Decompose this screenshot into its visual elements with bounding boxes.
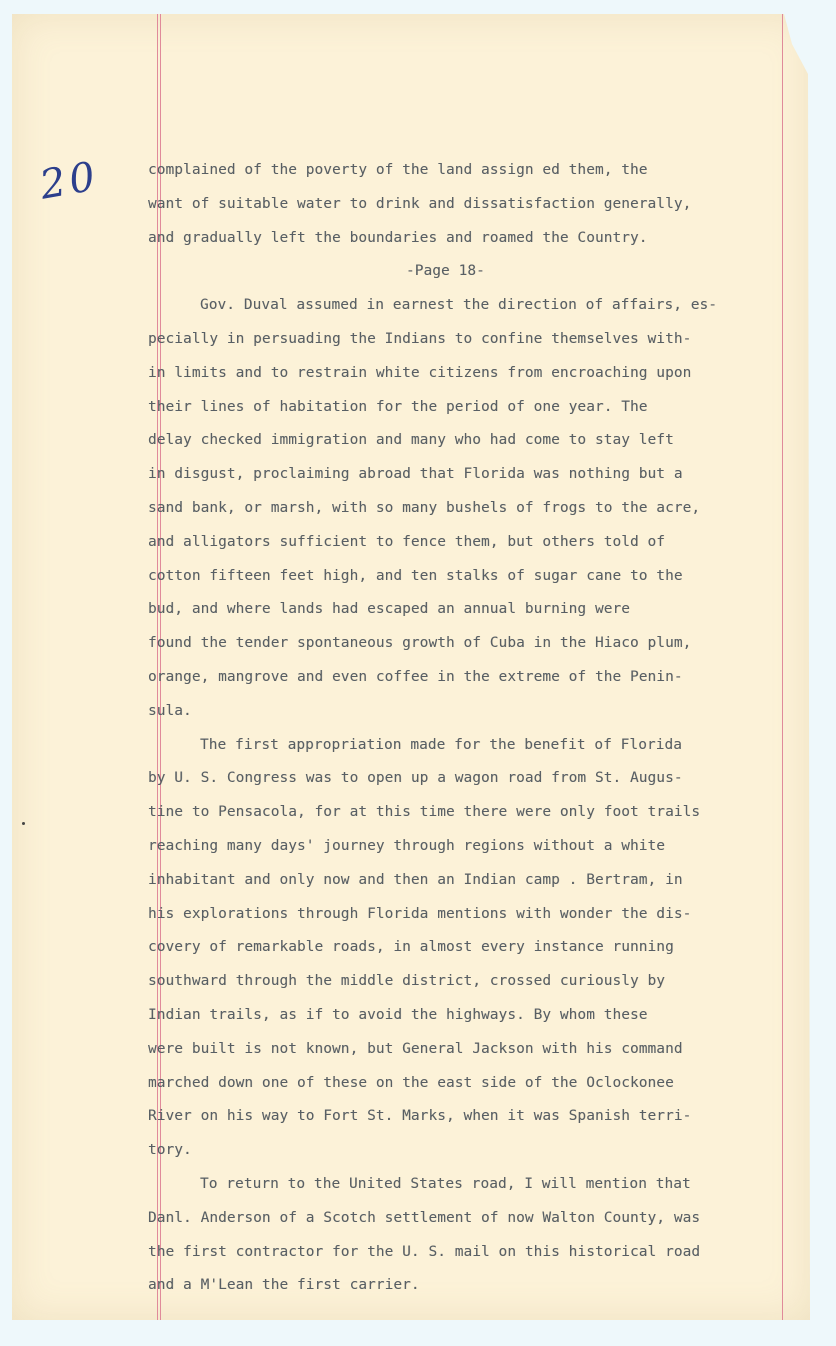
text-line: and a M'Lean the first carrier. (148, 1277, 420, 1294)
text-line: River on his way to Fort St. Marks, when it was Spanish terri- (148, 1108, 692, 1125)
text-line: sand bank, or marsh, with so many bushels of frogs to the acre, (148, 499, 701, 516)
text-line: in limits and to restrain white citizens from encroaching upon (148, 364, 692, 381)
text-line: covery of remarkable roads, in almost every instance running (148, 939, 674, 956)
text-line: in disgust, proclaiming abroad that Florida was nothing but a (148, 466, 683, 483)
page-marker: -Page 18- (406, 263, 485, 280)
text-line: cotton fifteen feet high, and ten stalks of sugar cane to the (148, 567, 683, 584)
text-line: To return to the United States road, I will mention that (200, 1175, 691, 1192)
text-line: tory. (148, 1142, 192, 1159)
ink-speck (22, 822, 25, 825)
text-line: delay checked immigration and many who had come to stay left (148, 432, 674, 449)
text-line: were built is not known, but General Jackson with his command (148, 1040, 683, 1057)
text-line: and alligators sufficient to fence them, but others told of (148, 533, 666, 550)
text-line: by U. S. Congress was to open up a wagon road from St. Augus- (148, 770, 683, 787)
body-text (148, 154, 788, 1303)
text-line: sula. (148, 702, 192, 719)
text-line: southward through the middle district, crossed curiously by (148, 973, 666, 990)
text-line: Indian trails, as if to avoid the highways. By whom these (148, 1006, 648, 1023)
text-line: The first appropriation made for the benefit of Florida (200, 736, 683, 753)
text-line: Gov. Duval assumed in earnest the direction of affairs, es- (200, 297, 718, 314)
text-line: reaching many days' journey through regions without a white (148, 837, 666, 854)
text-line: complained of the poverty of the land assign ed them, the (148, 162, 648, 178)
handwritten-folio-number: 20 (36, 153, 103, 209)
text-line: marched down one of these on the east side of the Oclockonee (148, 1074, 674, 1091)
text-line: orange, mangrove and even coffee in the extreme of the Penin- (148, 668, 683, 685)
text-line: pecially in persuading the Indians to confine themselves with- (148, 330, 692, 347)
text-line: the first contractor for the U. S. mail on this historical road (148, 1243, 701, 1260)
text-line: bud, and where lands had escaped an annual burning were (148, 601, 631, 618)
text-line: want of suitable water to drink and dissatisfaction generally, (148, 195, 692, 212)
text-line: their lines of habitation for the period of one year. The (148, 398, 648, 415)
text-line: Danl. Anderson of a Scotch settlement of now Walton County, was (148, 1209, 701, 1226)
text-line: inhabitant and only now and then an Indian camp . Bertram, in (148, 871, 683, 888)
text-line: tine to Pensacola, for at this time there were only foot trails (148, 804, 701, 821)
text-line: and gradually left the boundaries and roamed the Country. (148, 229, 648, 246)
text-line: his explorations through Florida mentions with wonder the dis- (148, 905, 692, 922)
text-line: found the tender spontaneous growth of Cuba in the Hiaco plum, (148, 635, 692, 652)
